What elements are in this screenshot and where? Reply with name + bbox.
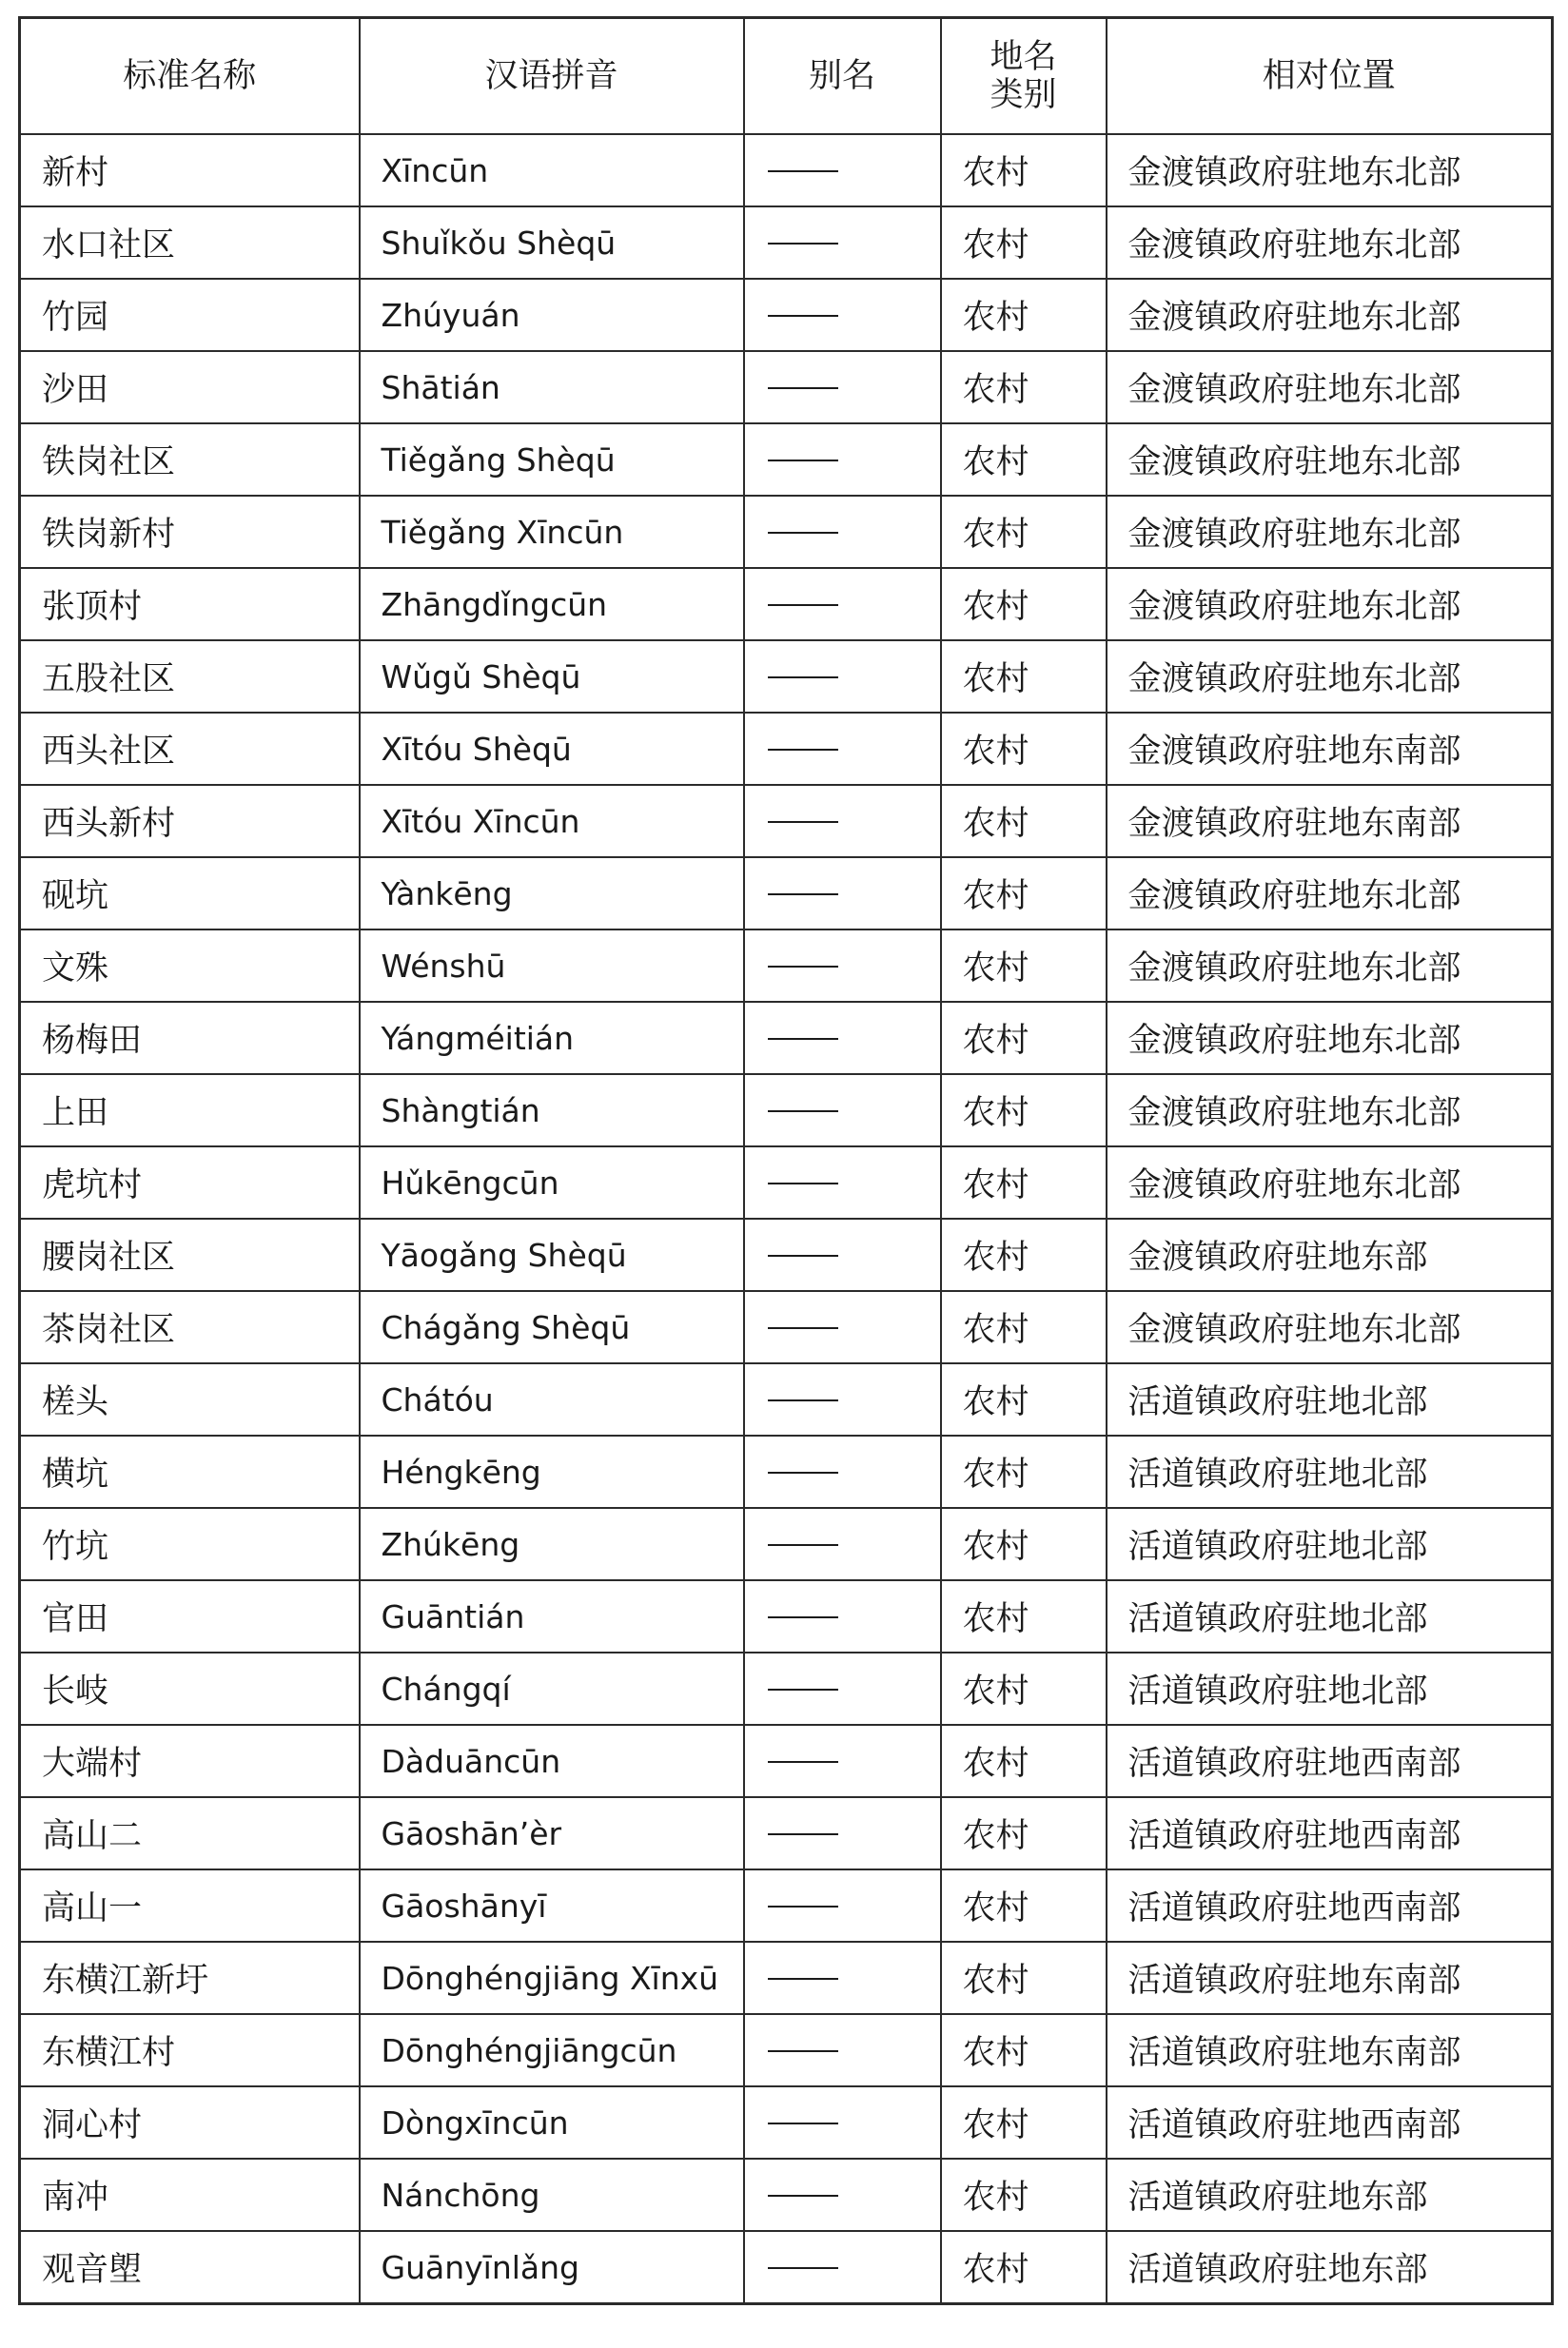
cell-pinyin: Héngkēng: [360, 1436, 744, 1508]
alias-dash: [768, 2123, 838, 2124]
cell-alias: [744, 2086, 941, 2159]
cell-place-type: 农村: [941, 423, 1107, 496]
table-row: [20, 568, 1553, 640]
cell-standard-name: 五股社区: [20, 640, 360, 713]
cell-alias: [744, 2159, 941, 2231]
table-row: [20, 1436, 1553, 1508]
cell-relative-position: 金渡镇政府驻地东北部: [1107, 496, 1553, 568]
cell-standard-name: 高山一: [20, 1869, 360, 1942]
cell-place-type: 农村: [941, 1653, 1107, 1725]
cell-place-type: 农村: [941, 1508, 1107, 1580]
cell-pinyin: Chángqí: [360, 1653, 744, 1725]
cell-relative-position: 金渡镇政府驻地东北部: [1107, 206, 1553, 279]
cell-alias: [744, 640, 941, 713]
alias-dash: [768, 170, 838, 172]
table-row: [20, 640, 1553, 713]
alias-dash: [768, 1761, 838, 1763]
cell-alias: [744, 1074, 941, 1146]
alias-dash: [768, 821, 838, 823]
table-row: [20, 1291, 1553, 1363]
cell-pinyin: Chátóu: [360, 1363, 744, 1436]
cell-alias: [744, 279, 941, 351]
cell-alias: [744, 785, 941, 857]
cell-standard-name: 大端村: [20, 1725, 360, 1797]
cell-relative-position: 金渡镇政府驻地东北部: [1107, 1002, 1553, 1074]
table-row: [20, 2014, 1553, 2086]
alias-dash: [768, 1255, 838, 1257]
alias-dash: [768, 1399, 838, 1401]
table-body: [20, 134, 1553, 2304]
cell-pinyin: Dōnghéngjiāng Xīnxū: [360, 1942, 744, 2014]
cell-place-type: 农村: [941, 1074, 1107, 1146]
alias-dash: [768, 1906, 838, 1908]
table-row: [20, 1074, 1553, 1146]
table-row: [20, 929, 1553, 1002]
alias-dash: [768, 243, 838, 245]
cell-pinyin: Zhāngdǐngcūn: [360, 568, 744, 640]
cell-standard-name: 张顶村: [20, 568, 360, 640]
table-row: [20, 351, 1553, 423]
alias-dash: [768, 966, 838, 968]
cell-place-type: 农村: [941, 1363, 1107, 1436]
cell-relative-position: 活道镇政府驻地北部: [1107, 1653, 1553, 1725]
cell-standard-name: 铁岗新村: [20, 496, 360, 568]
cell-place-type: 农村: [941, 568, 1107, 640]
cell-standard-name: 腰岗社区: [20, 1219, 360, 1291]
table-row: [20, 2159, 1553, 2231]
cell-standard-name: 观音塱: [20, 2231, 360, 2304]
cell-alias: [744, 1436, 941, 1508]
alias-dash: [768, 1689, 838, 1691]
table-row: [20, 1797, 1553, 1869]
cell-pinyin: Wénshū: [360, 929, 744, 1002]
cell-place-type: 农村: [941, 2014, 1107, 2086]
header-standard-name: 标准名称: [20, 18, 360, 135]
cell-standard-name: 水口社区: [20, 206, 360, 279]
cell-place-type: 农村: [941, 929, 1107, 1002]
cell-alias: [744, 568, 941, 640]
cell-relative-position: 金渡镇政府驻地东南部: [1107, 713, 1553, 785]
cell-alias: [744, 2231, 941, 2304]
table-row: [20, 206, 1553, 279]
cell-place-type: 农村: [941, 351, 1107, 423]
cell-relative-position: 活道镇政府驻地东部: [1107, 2159, 1553, 2231]
cell-pinyin: Tiěgǎng Xīncūn: [360, 496, 744, 568]
cell-place-type: 农村: [941, 1219, 1107, 1291]
cell-relative-position: 活道镇政府驻地西南部: [1107, 1797, 1553, 1869]
cell-alias: [744, 351, 941, 423]
cell-alias: [744, 929, 941, 1002]
cell-standard-name: 茶岗社区: [20, 1291, 360, 1363]
header-relative-position: 相对位置: [1107, 18, 1553, 135]
cell-place-type: 农村: [941, 2231, 1107, 2304]
alias-dash: [768, 1833, 838, 1835]
cell-relative-position: 活道镇政府驻地西南部: [1107, 2086, 1553, 2159]
table-row: [20, 1869, 1553, 1942]
table-row: [20, 1146, 1553, 1219]
header-pinyin: 汉语拼音: [360, 18, 744, 135]
table-row: [20, 1725, 1553, 1797]
table-row: [20, 496, 1553, 568]
cell-place-type: 农村: [941, 206, 1107, 279]
cell-relative-position: 活道镇政府驻地北部: [1107, 1508, 1553, 1580]
cell-alias: [744, 496, 941, 568]
cell-alias: [744, 423, 941, 496]
cell-alias: [744, 1869, 941, 1942]
cell-pinyin: Xītóu Xīncūn: [360, 785, 744, 857]
cell-pinyin: Dàduāncūn: [360, 1725, 744, 1797]
header-place-type: [941, 18, 1107, 135]
cell-alias: [744, 1580, 941, 1653]
alias-dash: [768, 604, 838, 606]
table-row: [20, 423, 1553, 496]
cell-relative-position: 金渡镇政府驻地东南部: [1107, 785, 1553, 857]
cell-relative-position: 活道镇政府驻地北部: [1107, 1580, 1553, 1653]
cell-place-type: 农村: [941, 2159, 1107, 2231]
place-name-table-container: [18, 16, 1551, 2305]
cell-alias: [744, 1146, 941, 1219]
cell-pinyin: Tiěgǎng Shèqū: [360, 423, 744, 496]
cell-alias: [744, 1508, 941, 1580]
cell-place-type: 农村: [941, 496, 1107, 568]
cell-place-type: 农村: [941, 713, 1107, 785]
cell-pinyin: Gāoshān’èr: [360, 1797, 744, 1869]
cell-place-type: 农村: [941, 1869, 1107, 1942]
cell-standard-name: 槎头: [20, 1363, 360, 1436]
place-name-table: [18, 16, 1554, 2305]
cell-standard-name: 长岐: [20, 1653, 360, 1725]
alias-dash: [768, 749, 838, 751]
cell-standard-name: 官田: [20, 1580, 360, 1653]
alias-dash: [768, 315, 838, 317]
cell-relative-position: 金渡镇政府驻地东北部: [1107, 423, 1553, 496]
cell-place-type: 农村: [941, 1725, 1107, 1797]
cell-alias: [744, 1942, 941, 2014]
cell-pinyin: Xītóu Shèqū: [360, 713, 744, 785]
cell-relative-position: 金渡镇政府驻地东北部: [1107, 1074, 1553, 1146]
alias-dash: [768, 1183, 838, 1184]
header-alias: 别名: [744, 18, 941, 135]
cell-pinyin: Nánchōng: [360, 2159, 744, 2231]
cell-alias: [744, 1797, 941, 1869]
header-row: [20, 18, 1553, 135]
cell-pinyin: Shuǐkǒu Shèqū: [360, 206, 744, 279]
cell-pinyin: Chágǎng Shèqū: [360, 1291, 744, 1363]
alias-dash: [768, 2267, 838, 2269]
table-row: [20, 857, 1553, 929]
cell-relative-position: 活道镇政府驻地东部: [1107, 2231, 1553, 2304]
alias-dash: [768, 2050, 838, 2052]
cell-standard-name: 洞心村: [20, 2086, 360, 2159]
cell-relative-position: 活道镇政府驻地北部: [1107, 1436, 1553, 1508]
cell-pinyin: Wǔgǔ Shèqū: [360, 640, 744, 713]
cell-relative-position: 活道镇政府驻地西南部: [1107, 1725, 1553, 1797]
cell-pinyin: Hǔkēngcūn: [360, 1146, 744, 1219]
cell-standard-name: 虎坑村: [20, 1146, 360, 1219]
alias-dash: [768, 387, 838, 389]
table-row: [20, 1508, 1553, 1580]
table-header: [20, 18, 1553, 135]
cell-standard-name: 东横江新圩: [20, 1942, 360, 2014]
alias-dash: [768, 1110, 838, 1112]
table-row: [20, 134, 1553, 206]
cell-place-type: 农村: [941, 857, 1107, 929]
cell-relative-position: 金渡镇政府驻地东北部: [1107, 1146, 1553, 1219]
cell-alias: [744, 713, 941, 785]
cell-relative-position: 活道镇政府驻地东南部: [1107, 1942, 1553, 2014]
cell-relative-position: 金渡镇政府驻地东北部: [1107, 1291, 1553, 1363]
cell-pinyin: Zhúyuán: [360, 279, 744, 351]
cell-standard-name: 上田: [20, 1074, 360, 1146]
cell-relative-position: 金渡镇政府驻地东北部: [1107, 134, 1553, 206]
alias-dash: [768, 2195, 838, 2197]
cell-pinyin: Guānyīnlǎng: [360, 2231, 744, 2304]
cell-standard-name: 砚坑: [20, 857, 360, 929]
table-row: [20, 713, 1553, 785]
cell-place-type: 农村: [941, 1291, 1107, 1363]
cell-pinyin: Yángméitián: [360, 1002, 744, 1074]
cell-relative-position: 金渡镇政府驻地东北部: [1107, 279, 1553, 351]
table-row: [20, 1653, 1553, 1725]
cell-pinyin: Yāogǎng Shèqū: [360, 1219, 744, 1291]
cell-pinyin: Shàngtián: [360, 1074, 744, 1146]
cell-alias: [744, 1725, 941, 1797]
cell-standard-name: 杨梅田: [20, 1002, 360, 1074]
cell-place-type: 农村: [941, 785, 1107, 857]
alias-dash: [768, 460, 838, 461]
cell-place-type: 农村: [941, 2086, 1107, 2159]
cell-standard-name: 西头社区: [20, 713, 360, 785]
table-row: [20, 2086, 1553, 2159]
cell-standard-name: 东横江村: [20, 2014, 360, 2086]
cell-relative-position: 金渡镇政府驻地东北部: [1107, 640, 1553, 713]
cell-relative-position: 金渡镇政府驻地东北部: [1107, 568, 1553, 640]
cell-alias: [744, 134, 941, 206]
table-row: [20, 2231, 1553, 2304]
cell-standard-name: 横坑: [20, 1436, 360, 1508]
cell-pinyin: Xīncūn: [360, 134, 744, 206]
header-place-type-line1: 地名: [990, 38, 1057, 76]
cell-pinyin: Shātián: [360, 351, 744, 423]
cell-place-type: 农村: [941, 640, 1107, 713]
cell-pinyin: Dòngxīncūn: [360, 2086, 744, 2159]
alias-dash: [768, 1544, 838, 1546]
cell-standard-name: 沙田: [20, 351, 360, 423]
cell-standard-name: 高山二: [20, 1797, 360, 1869]
cell-standard-name: 南冲: [20, 2159, 360, 2231]
table-row: [20, 1580, 1553, 1653]
cell-alias: [744, 206, 941, 279]
cell-alias: [744, 857, 941, 929]
cell-standard-name: 竹坑: [20, 1508, 360, 1580]
table-row: [20, 1002, 1553, 1074]
cell-relative-position: 活道镇政府驻地西南部: [1107, 1869, 1553, 1942]
cell-relative-position: 金渡镇政府驻地东北部: [1107, 857, 1553, 929]
cell-alias: [744, 2014, 941, 2086]
cell-place-type: 农村: [941, 1797, 1107, 1869]
cell-alias: [744, 1291, 941, 1363]
cell-relative-position: 金渡镇政府驻地东部: [1107, 1219, 1553, 1291]
cell-alias: [744, 1002, 941, 1074]
header-place-type-line2: 类别: [990, 76, 1057, 114]
cell-standard-name: 文殊: [20, 929, 360, 1002]
cell-place-type: 农村: [941, 279, 1107, 351]
cell-alias: [744, 1363, 941, 1436]
cell-alias: [744, 1653, 941, 1725]
cell-pinyin: Guāntián: [360, 1580, 744, 1653]
table-row: [20, 279, 1553, 351]
cell-standard-name: 铁岗社区: [20, 423, 360, 496]
alias-dash: [768, 893, 838, 895]
cell-alias: [744, 1219, 941, 1291]
cell-standard-name: 竹园: [20, 279, 360, 351]
cell-relative-position: 活道镇政府驻地东南部: [1107, 2014, 1553, 2086]
table-row: [20, 785, 1553, 857]
cell-relative-position: 金渡镇政府驻地东北部: [1107, 351, 1553, 423]
cell-place-type: 农村: [941, 1436, 1107, 1508]
alias-dash: [768, 532, 838, 534]
table-row: [20, 1219, 1553, 1291]
alias-dash: [768, 1472, 838, 1474]
alias-dash: [768, 1038, 838, 1040]
table-row: [20, 1363, 1553, 1436]
cell-place-type: 农村: [941, 1002, 1107, 1074]
table-row: [20, 1942, 1553, 2014]
cell-place-type: 农村: [941, 1580, 1107, 1653]
cell-relative-position: 活道镇政府驻地北部: [1107, 1363, 1553, 1436]
cell-relative-position: 金渡镇政府驻地东北部: [1107, 929, 1553, 1002]
alias-dash: [768, 676, 838, 678]
cell-pinyin: Zhúkēng: [360, 1508, 744, 1580]
alias-dash: [768, 1327, 838, 1329]
cell-place-type: 农村: [941, 1146, 1107, 1219]
cell-pinyin: Gāoshānyī: [360, 1869, 744, 1942]
cell-place-type: 农村: [941, 1942, 1107, 2014]
alias-dash: [768, 1616, 838, 1618]
alias-dash: [768, 1978, 838, 1980]
cell-pinyin: Yànkēng: [360, 857, 744, 929]
cell-standard-name: 西头新村: [20, 785, 360, 857]
cell-place-type: 农村: [941, 134, 1107, 206]
cell-standard-name: 新村: [20, 134, 360, 206]
cell-pinyin: Dōnghéngjiāngcūn: [360, 2014, 744, 2086]
